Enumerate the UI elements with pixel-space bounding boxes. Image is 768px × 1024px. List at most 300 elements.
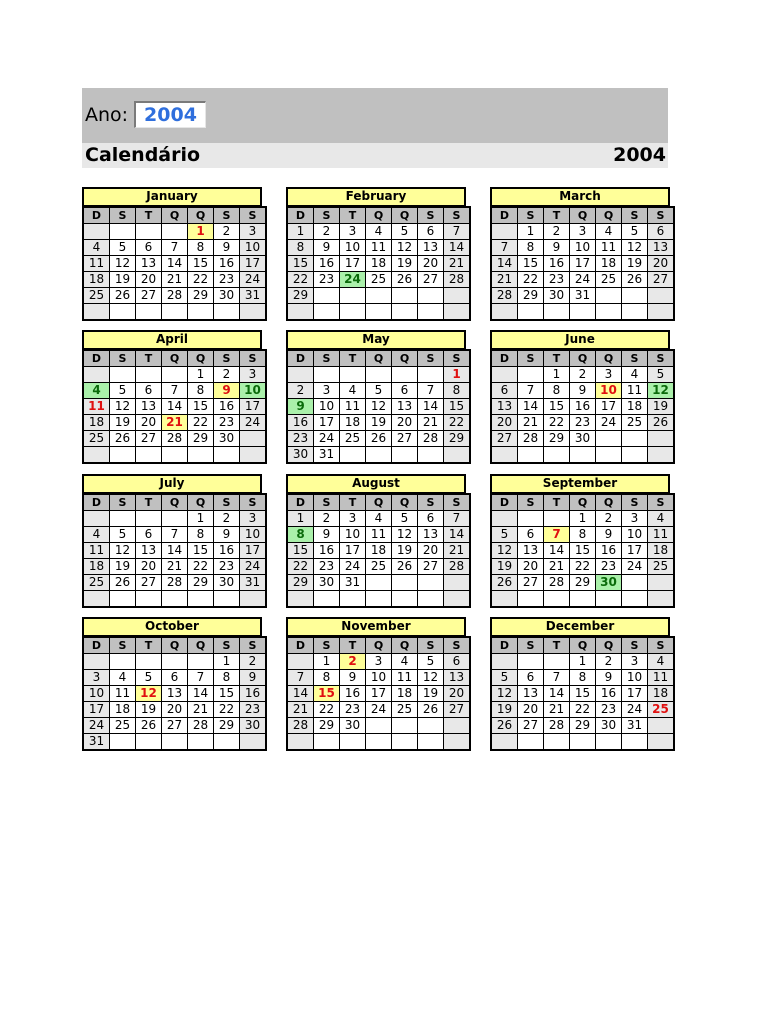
day-cell[interactable]: 12 bbox=[392, 527, 418, 543]
day-cell[interactable]: 21 bbox=[162, 559, 188, 575]
day-cell[interactable]: 5 bbox=[418, 654, 444, 670]
day-cell[interactable]: 7 bbox=[287, 670, 314, 686]
day-cell[interactable]: 4 bbox=[83, 383, 110, 399]
day-cell[interactable]: 30 bbox=[314, 575, 340, 591]
day-cell[interactable]: 13 bbox=[444, 670, 471, 686]
day-cell[interactable]: 3 bbox=[83, 670, 110, 686]
day-cell[interactable]: 6 bbox=[136, 383, 162, 399]
day-cell[interactable]: 9 bbox=[596, 670, 622, 686]
day-cell[interactable]: 21 bbox=[444, 256, 471, 272]
day-cell[interactable]: 9 bbox=[214, 383, 240, 399]
day-cell[interactable]: 30 bbox=[596, 575, 622, 591]
day-cell[interactable]: 14 bbox=[444, 240, 471, 256]
day-cell[interactable]: 11 bbox=[83, 256, 110, 272]
day-cell[interactable]: 27 bbox=[518, 575, 544, 591]
day-cell[interactable]: 21 bbox=[544, 559, 570, 575]
day-cell[interactable]: 13 bbox=[648, 240, 675, 256]
day-cell[interactable]: 25 bbox=[83, 431, 110, 447]
day-cell[interactable]: 15 bbox=[214, 686, 240, 702]
day-cell[interactable]: 10 bbox=[240, 527, 267, 543]
day-cell[interactable]: 12 bbox=[136, 686, 162, 702]
day-cell[interactable]: 20 bbox=[162, 702, 188, 718]
day-cell[interactable]: 22 bbox=[188, 415, 214, 431]
day-cell[interactable]: 24 bbox=[596, 415, 622, 431]
day-cell[interactable]: 17 bbox=[340, 543, 366, 559]
day-cell[interactable]: 27 bbox=[444, 702, 471, 718]
day-cell[interactable]: 19 bbox=[491, 702, 518, 718]
day-cell[interactable]: 1 bbox=[287, 224, 314, 240]
day-cell[interactable]: 9 bbox=[287, 399, 314, 415]
day-cell[interactable]: 10 bbox=[596, 383, 622, 399]
day-cell[interactable]: 31 bbox=[622, 718, 648, 734]
day-cell[interactable]: 18 bbox=[392, 686, 418, 702]
day-cell[interactable]: 22 bbox=[188, 272, 214, 288]
day-cell[interactable]: 29 bbox=[444, 431, 471, 447]
day-cell[interactable]: 11 bbox=[366, 527, 392, 543]
day-cell[interactable]: 17 bbox=[622, 686, 648, 702]
day-cell[interactable]: 1 bbox=[544, 367, 570, 383]
day-cell[interactable]: 31 bbox=[83, 734, 110, 751]
day-cell[interactable]: 10 bbox=[240, 383, 267, 399]
day-cell[interactable]: 2 bbox=[214, 511, 240, 527]
day-cell[interactable]: 24 bbox=[314, 431, 340, 447]
day-cell[interactable]: 22 bbox=[544, 415, 570, 431]
day-cell[interactable]: 25 bbox=[366, 272, 392, 288]
day-cell[interactable]: 11 bbox=[83, 399, 110, 415]
day-cell[interactable]: 29 bbox=[287, 288, 314, 304]
day-cell[interactable]: 30 bbox=[214, 288, 240, 304]
day-cell[interactable]: 15 bbox=[444, 399, 471, 415]
day-cell[interactable]: 26 bbox=[110, 575, 136, 591]
day-cell[interactable]: 25 bbox=[392, 702, 418, 718]
day-cell[interactable]: 28 bbox=[162, 288, 188, 304]
day-cell[interactable]: 13 bbox=[136, 543, 162, 559]
day-cell[interactable]: 28 bbox=[188, 718, 214, 734]
day-cell[interactable]: 2 bbox=[214, 224, 240, 240]
day-cell[interactable]: 17 bbox=[622, 543, 648, 559]
day-cell[interactable]: 29 bbox=[314, 718, 340, 734]
day-cell[interactable]: 3 bbox=[240, 367, 267, 383]
day-cell[interactable]: 3 bbox=[340, 224, 366, 240]
day-cell[interactable]: 3 bbox=[314, 383, 340, 399]
day-cell[interactable]: 29 bbox=[188, 288, 214, 304]
day-cell[interactable]: 17 bbox=[83, 702, 110, 718]
day-cell[interactable]: 19 bbox=[418, 686, 444, 702]
day-cell[interactable]: 8 bbox=[188, 240, 214, 256]
day-cell[interactable]: 5 bbox=[622, 224, 648, 240]
day-cell[interactable]: 20 bbox=[648, 256, 675, 272]
day-cell[interactable]: 11 bbox=[83, 543, 110, 559]
day-cell[interactable]: 15 bbox=[570, 543, 596, 559]
day-cell[interactable]: 23 bbox=[214, 272, 240, 288]
day-cell[interactable]: 14 bbox=[287, 686, 314, 702]
day-cell[interactable]: 4 bbox=[648, 511, 675, 527]
day-cell[interactable]: 4 bbox=[648, 654, 675, 670]
day-cell[interactable]: 20 bbox=[136, 272, 162, 288]
day-cell[interactable]: 1 bbox=[188, 224, 214, 240]
day-cell[interactable]: 6 bbox=[418, 511, 444, 527]
day-cell[interactable]: 10 bbox=[622, 527, 648, 543]
day-cell[interactable]: 17 bbox=[570, 256, 596, 272]
day-cell[interactable]: 9 bbox=[596, 527, 622, 543]
day-cell[interactable]: 30 bbox=[596, 718, 622, 734]
day-cell[interactable]: 1 bbox=[188, 511, 214, 527]
day-cell[interactable]: 16 bbox=[240, 686, 267, 702]
day-cell[interactable]: 28 bbox=[491, 288, 518, 304]
day-cell[interactable]: 16 bbox=[570, 399, 596, 415]
day-cell[interactable]: 17 bbox=[340, 256, 366, 272]
day-cell[interactable]: 24 bbox=[83, 718, 110, 734]
day-cell[interactable]: 23 bbox=[314, 272, 340, 288]
day-cell[interactable]: 18 bbox=[110, 702, 136, 718]
day-cell[interactable]: 21 bbox=[544, 702, 570, 718]
day-cell[interactable]: 12 bbox=[392, 240, 418, 256]
day-cell[interactable]: 7 bbox=[162, 240, 188, 256]
day-cell[interactable]: 10 bbox=[240, 240, 267, 256]
day-cell[interactable]: 13 bbox=[162, 686, 188, 702]
day-cell[interactable]: 2 bbox=[287, 383, 314, 399]
day-cell[interactable]: 16 bbox=[314, 256, 340, 272]
day-cell[interactable]: 15 bbox=[518, 256, 544, 272]
day-cell[interactable]: 5 bbox=[110, 527, 136, 543]
day-cell[interactable]: 19 bbox=[136, 702, 162, 718]
day-cell[interactable]: 31 bbox=[314, 447, 340, 464]
day-cell[interactable]: 20 bbox=[518, 559, 544, 575]
day-cell[interactable]: 5 bbox=[392, 224, 418, 240]
day-cell[interactable]: 27 bbox=[136, 288, 162, 304]
day-cell[interactable]: 28 bbox=[418, 431, 444, 447]
day-cell[interactable]: 6 bbox=[136, 527, 162, 543]
day-cell[interactable]: 6 bbox=[518, 670, 544, 686]
day-cell[interactable]: 13 bbox=[518, 543, 544, 559]
day-cell[interactable]: 22 bbox=[518, 272, 544, 288]
day-cell[interactable]: 4 bbox=[83, 240, 110, 256]
day-cell[interactable]: 7 bbox=[544, 527, 570, 543]
day-cell[interactable]: 14 bbox=[162, 256, 188, 272]
day-cell[interactable]: 6 bbox=[648, 224, 675, 240]
day-cell[interactable]: 21 bbox=[162, 415, 188, 431]
day-cell[interactable]: 11 bbox=[366, 240, 392, 256]
day-cell[interactable]: 8 bbox=[518, 240, 544, 256]
day-cell[interactable]: 20 bbox=[136, 415, 162, 431]
day-cell[interactable]: 29 bbox=[518, 288, 544, 304]
day-cell[interactable]: 5 bbox=[392, 511, 418, 527]
day-cell[interactable]: 27 bbox=[418, 559, 444, 575]
day-cell[interactable]: 24 bbox=[366, 702, 392, 718]
day-cell[interactable]: 20 bbox=[418, 543, 444, 559]
day-cell[interactable]: 18 bbox=[596, 256, 622, 272]
day-cell[interactable]: 3 bbox=[596, 367, 622, 383]
day-cell[interactable]: 29 bbox=[570, 575, 596, 591]
day-cell[interactable]: 1 bbox=[214, 654, 240, 670]
day-cell[interactable]: 18 bbox=[83, 272, 110, 288]
day-cell[interactable]: 12 bbox=[110, 543, 136, 559]
day-cell[interactable]: 2 bbox=[314, 224, 340, 240]
day-cell[interactable]: 19 bbox=[110, 415, 136, 431]
day-cell[interactable]: 26 bbox=[491, 575, 518, 591]
day-cell[interactable]: 4 bbox=[340, 383, 366, 399]
day-cell[interactable]: 19 bbox=[366, 415, 392, 431]
day-cell[interactable]: 21 bbox=[444, 543, 471, 559]
day-cell[interactable]: 28 bbox=[162, 431, 188, 447]
day-cell[interactable]: 6 bbox=[444, 654, 471, 670]
day-cell[interactable]: 16 bbox=[544, 256, 570, 272]
day-cell[interactable]: 5 bbox=[491, 670, 518, 686]
day-cell[interactable]: 2 bbox=[596, 654, 622, 670]
day-cell[interactable]: 25 bbox=[83, 575, 110, 591]
day-cell[interactable]: 30 bbox=[214, 431, 240, 447]
day-cell[interactable]: 2 bbox=[544, 224, 570, 240]
day-cell[interactable]: 23 bbox=[214, 415, 240, 431]
day-cell[interactable]: 13 bbox=[392, 399, 418, 415]
day-cell[interactable]: 8 bbox=[570, 670, 596, 686]
day-cell[interactable]: 31 bbox=[340, 575, 366, 591]
day-cell[interactable]: 5 bbox=[110, 383, 136, 399]
day-cell[interactable]: 10 bbox=[314, 399, 340, 415]
day-cell[interactable]: 22 bbox=[214, 702, 240, 718]
day-cell[interactable]: 26 bbox=[491, 718, 518, 734]
day-cell[interactable]: 25 bbox=[340, 431, 366, 447]
day-cell[interactable]: 19 bbox=[491, 559, 518, 575]
day-cell[interactable]: 15 bbox=[188, 543, 214, 559]
day-cell[interactable]: 12 bbox=[110, 256, 136, 272]
day-cell[interactable]: 18 bbox=[83, 415, 110, 431]
day-cell[interactable]: 28 bbox=[518, 431, 544, 447]
day-cell[interactable]: 12 bbox=[366, 399, 392, 415]
day-cell[interactable]: 27 bbox=[518, 718, 544, 734]
day-cell[interactable]: 13 bbox=[518, 686, 544, 702]
day-cell[interactable]: 30 bbox=[214, 575, 240, 591]
day-cell[interactable]: 7 bbox=[188, 670, 214, 686]
day-cell[interactable]: 1 bbox=[570, 511, 596, 527]
day-cell[interactable]: 20 bbox=[444, 686, 471, 702]
day-cell[interactable]: 7 bbox=[491, 240, 518, 256]
day-cell[interactable]: 25 bbox=[83, 288, 110, 304]
day-cell[interactable]: 1 bbox=[518, 224, 544, 240]
day-cell[interactable]: 1 bbox=[314, 654, 340, 670]
day-cell[interactable]: 14 bbox=[162, 399, 188, 415]
day-cell[interactable]: 3 bbox=[240, 511, 267, 527]
day-cell[interactable]: 27 bbox=[648, 272, 675, 288]
day-cell[interactable]: 4 bbox=[622, 367, 648, 383]
day-cell[interactable]: 30 bbox=[340, 718, 366, 734]
day-cell[interactable]: 2 bbox=[314, 511, 340, 527]
day-cell[interactable]: 26 bbox=[648, 415, 675, 431]
day-cell[interactable]: 28 bbox=[544, 718, 570, 734]
day-cell[interactable]: 10 bbox=[340, 240, 366, 256]
day-cell[interactable]: 11 bbox=[340, 399, 366, 415]
day-cell[interactable]: 30 bbox=[570, 431, 596, 447]
day-cell[interactable]: 1 bbox=[444, 367, 471, 383]
day-cell[interactable]: 8 bbox=[287, 240, 314, 256]
day-cell[interactable]: 29 bbox=[544, 431, 570, 447]
day-cell[interactable]: 4 bbox=[83, 527, 110, 543]
day-cell[interactable]: 29 bbox=[570, 718, 596, 734]
day-cell[interactable]: 12 bbox=[491, 686, 518, 702]
day-cell[interactable]: 16 bbox=[596, 543, 622, 559]
day-cell[interactable]: 14 bbox=[518, 399, 544, 415]
day-cell[interactable]: 16 bbox=[314, 543, 340, 559]
day-cell[interactable]: 8 bbox=[444, 383, 471, 399]
day-cell[interactable]: 7 bbox=[444, 511, 471, 527]
day-cell[interactable]: 21 bbox=[518, 415, 544, 431]
day-cell[interactable]: 30 bbox=[240, 718, 267, 734]
day-cell[interactable]: 18 bbox=[648, 686, 675, 702]
day-cell[interactable]: 11 bbox=[110, 686, 136, 702]
day-cell[interactable]: 28 bbox=[287, 718, 314, 734]
day-cell[interactable]: 25 bbox=[622, 415, 648, 431]
day-cell[interactable]: 6 bbox=[162, 670, 188, 686]
day-cell[interactable]: 9 bbox=[240, 670, 267, 686]
day-cell[interactable]: 3 bbox=[340, 511, 366, 527]
day-cell[interactable]: 11 bbox=[622, 383, 648, 399]
day-cell[interactable]: 12 bbox=[622, 240, 648, 256]
day-cell[interactable]: 26 bbox=[418, 702, 444, 718]
day-cell[interactable]: 13 bbox=[418, 527, 444, 543]
day-cell[interactable]: 18 bbox=[83, 559, 110, 575]
day-cell[interactable]: 9 bbox=[314, 240, 340, 256]
day-cell[interactable]: 19 bbox=[622, 256, 648, 272]
day-cell[interactable]: 11 bbox=[596, 240, 622, 256]
day-cell[interactable]: 5 bbox=[491, 527, 518, 543]
day-cell[interactable]: 3 bbox=[240, 224, 267, 240]
day-cell[interactable]: 5 bbox=[366, 383, 392, 399]
day-cell[interactable]: 22 bbox=[444, 415, 471, 431]
day-cell[interactable]: 8 bbox=[188, 383, 214, 399]
day-cell[interactable]: 25 bbox=[648, 559, 675, 575]
day-cell[interactable]: 18 bbox=[366, 256, 392, 272]
day-cell[interactable]: 23 bbox=[544, 272, 570, 288]
day-cell[interactable]: 23 bbox=[596, 559, 622, 575]
day-cell[interactable]: 9 bbox=[570, 383, 596, 399]
day-cell[interactable]: 12 bbox=[648, 383, 675, 399]
day-cell[interactable]: 17 bbox=[240, 543, 267, 559]
day-cell[interactable]: 24 bbox=[340, 559, 366, 575]
day-cell[interactable]: 20 bbox=[518, 702, 544, 718]
day-cell[interactable]: 24 bbox=[240, 415, 267, 431]
day-cell[interactable]: 17 bbox=[240, 399, 267, 415]
day-cell[interactable]: 15 bbox=[188, 256, 214, 272]
day-cell[interactable]: 14 bbox=[444, 527, 471, 543]
day-cell[interactable]: 16 bbox=[214, 543, 240, 559]
day-cell[interactable]: 14 bbox=[188, 686, 214, 702]
day-cell[interactable]: 28 bbox=[162, 575, 188, 591]
day-cell[interactable]: 22 bbox=[287, 272, 314, 288]
day-cell[interactable]: 27 bbox=[418, 272, 444, 288]
day-cell[interactable]: 2 bbox=[570, 367, 596, 383]
day-cell[interactable]: 4 bbox=[392, 654, 418, 670]
day-cell[interactable]: 24 bbox=[622, 559, 648, 575]
day-cell[interactable]: 22 bbox=[570, 559, 596, 575]
day-cell[interactable]: 17 bbox=[596, 399, 622, 415]
day-cell[interactable]: 27 bbox=[136, 575, 162, 591]
day-cell[interactable]: 22 bbox=[570, 702, 596, 718]
day-cell[interactable]: 8 bbox=[188, 527, 214, 543]
day-cell[interactable]: 2 bbox=[596, 511, 622, 527]
day-cell[interactable]: 27 bbox=[136, 431, 162, 447]
day-cell[interactable]: 15 bbox=[544, 399, 570, 415]
day-cell[interactable]: 21 bbox=[287, 702, 314, 718]
day-cell[interactable]: 8 bbox=[287, 527, 314, 543]
day-cell[interactable]: 18 bbox=[622, 399, 648, 415]
day-cell[interactable]: 26 bbox=[622, 272, 648, 288]
day-cell[interactable]: 31 bbox=[570, 288, 596, 304]
day-cell[interactable]: 26 bbox=[366, 431, 392, 447]
day-cell[interactable]: 16 bbox=[214, 399, 240, 415]
day-cell[interactable]: 16 bbox=[340, 686, 366, 702]
day-cell[interactable]: 7 bbox=[444, 224, 471, 240]
day-cell[interactable]: 3 bbox=[570, 224, 596, 240]
day-cell[interactable]: 26 bbox=[110, 431, 136, 447]
day-cell[interactable]: 14 bbox=[544, 686, 570, 702]
day-cell[interactable]: 19 bbox=[110, 559, 136, 575]
day-cell[interactable]: 17 bbox=[314, 415, 340, 431]
day-cell[interactable]: 24 bbox=[570, 272, 596, 288]
day-cell[interactable]: 8 bbox=[314, 670, 340, 686]
day-cell[interactable]: 2 bbox=[214, 367, 240, 383]
day-cell[interactable]: 19 bbox=[392, 543, 418, 559]
day-cell[interactable]: 28 bbox=[544, 575, 570, 591]
day-cell[interactable]: 24 bbox=[622, 702, 648, 718]
day-cell[interactable]: 23 bbox=[570, 415, 596, 431]
day-cell[interactable]: 12 bbox=[110, 399, 136, 415]
day-cell[interactable]: 28 bbox=[444, 559, 471, 575]
day-cell[interactable]: 18 bbox=[648, 543, 675, 559]
day-cell[interactable]: 24 bbox=[240, 272, 267, 288]
day-cell[interactable]: 23 bbox=[240, 702, 267, 718]
day-cell[interactable]: 12 bbox=[418, 670, 444, 686]
day-cell[interactable]: 15 bbox=[287, 256, 314, 272]
day-cell[interactable]: 5 bbox=[136, 670, 162, 686]
day-cell[interactable]: 30 bbox=[544, 288, 570, 304]
day-cell[interactable]: 18 bbox=[366, 543, 392, 559]
day-cell[interactable]: 13 bbox=[418, 240, 444, 256]
day-cell[interactable]: 10 bbox=[340, 527, 366, 543]
day-cell[interactable]: 27 bbox=[162, 718, 188, 734]
day-cell[interactable]: 19 bbox=[110, 272, 136, 288]
day-cell[interactable]: 14 bbox=[544, 543, 570, 559]
day-cell[interactable]: 24 bbox=[240, 559, 267, 575]
day-cell[interactable]: 16 bbox=[287, 415, 314, 431]
day-cell[interactable]: 22 bbox=[188, 559, 214, 575]
day-cell[interactable]: 26 bbox=[110, 288, 136, 304]
day-cell[interactable]: 29 bbox=[287, 575, 314, 591]
day-cell[interactable]: 9 bbox=[214, 527, 240, 543]
day-cell[interactable]: 5 bbox=[110, 240, 136, 256]
day-cell[interactable]: 4 bbox=[366, 224, 392, 240]
day-cell[interactable]: 13 bbox=[136, 256, 162, 272]
day-cell[interactable]: 9 bbox=[214, 240, 240, 256]
day-cell[interactable]: 11 bbox=[648, 670, 675, 686]
day-cell[interactable]: 7 bbox=[544, 670, 570, 686]
day-cell[interactable]: 28 bbox=[444, 272, 471, 288]
day-cell[interactable]: 6 bbox=[418, 224, 444, 240]
day-cell[interactable]: 6 bbox=[518, 527, 544, 543]
day-cell[interactable]: 18 bbox=[340, 415, 366, 431]
day-cell[interactable]: 10 bbox=[622, 670, 648, 686]
day-cell[interactable]: 1 bbox=[570, 654, 596, 670]
day-cell[interactable]: 9 bbox=[340, 670, 366, 686]
day-cell[interactable]: 25 bbox=[110, 718, 136, 734]
day-cell[interactable]: 6 bbox=[136, 240, 162, 256]
day-cell[interactable]: 25 bbox=[596, 272, 622, 288]
year-input[interactable]: 2004 bbox=[134, 101, 206, 128]
day-cell[interactable]: 3 bbox=[366, 654, 392, 670]
day-cell[interactable]: 26 bbox=[392, 272, 418, 288]
day-cell[interactable]: 10 bbox=[366, 670, 392, 686]
day-cell[interactable]: 7 bbox=[418, 383, 444, 399]
day-cell[interactable]: 22 bbox=[314, 702, 340, 718]
